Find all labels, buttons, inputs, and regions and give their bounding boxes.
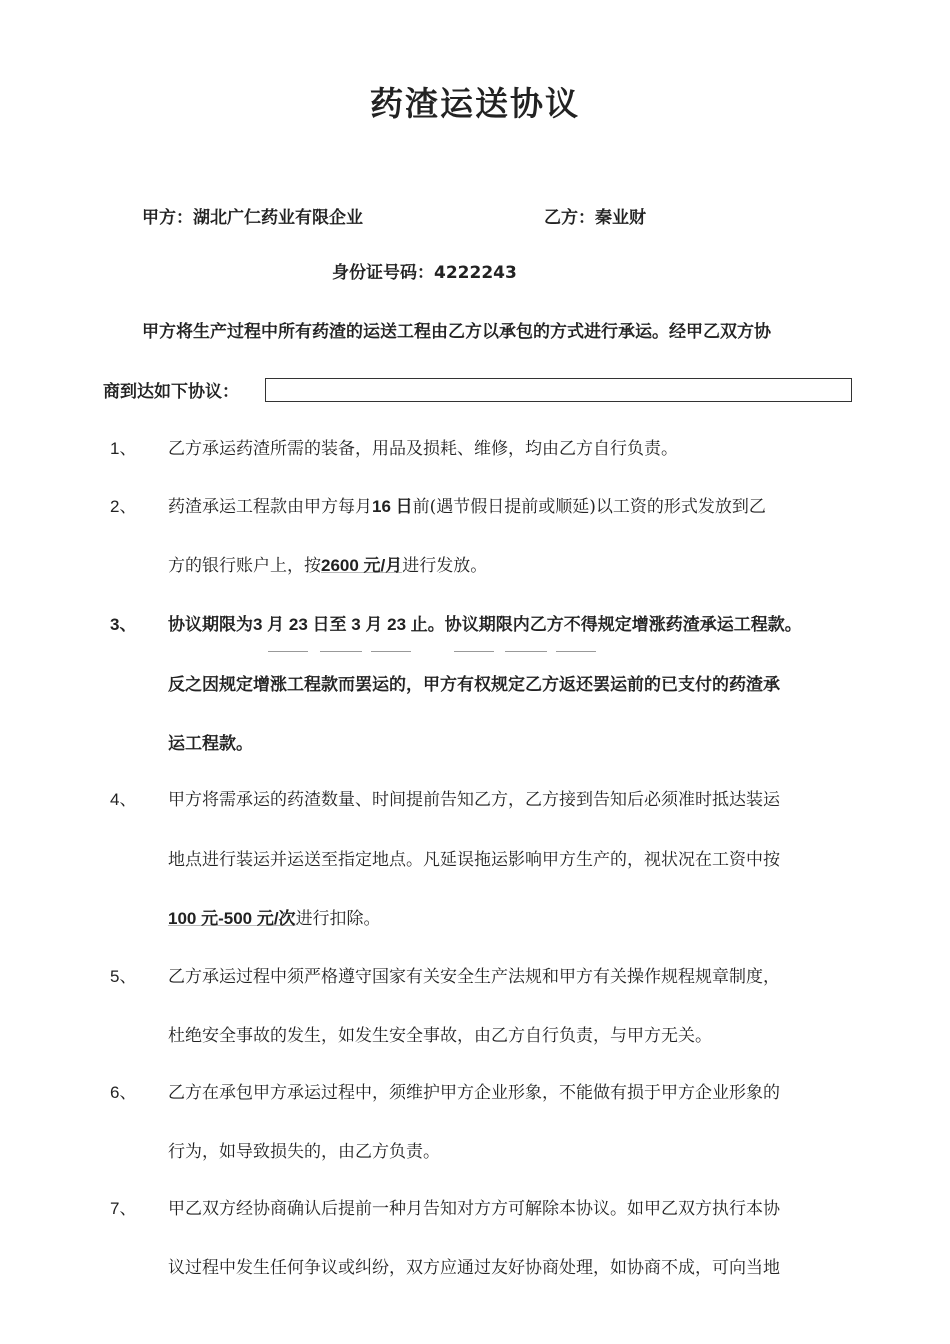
clause-2-line-1: 药渣承运工程款由甲方每月16 日前(遇节假日提前或顺延)以工资的形式发放到乙 (168, 497, 766, 517)
id-number: 身份证号码：4222243 (332, 263, 517, 283)
party-a: 甲方：湖北广仁药业有限企业 (142, 208, 363, 228)
clause-5-line-2: 杜绝安全事故的发生，如发生安全事故，由乙方自行负责，与甲方无关。 (168, 1026, 712, 1046)
clause-7-line-1: 甲乙双方经协商确认后提前一种月告知对方方可解除本协议。如甲乙双方执行本协 (168, 1199, 780, 1219)
clause-3-number: 3、 (110, 615, 137, 634)
clause-1-number: 1、 (110, 439, 137, 458)
clause-5-line-1: 乙方承运过程中须严格遵守国家有关安全生产法规和甲方有关操作规程规章制度， (168, 967, 780, 987)
clause-2-number: 2、 (110, 497, 137, 516)
clause-1-line-1: 乙方承运药渣所需的装备，用品及损耗、维修，均由乙方自行负责。 (168, 439, 678, 459)
clause-3-line-2: 反之因规定增涨工程款而罢运的，甲方有权规定乙方返还罢运前的已支付的药渣承 (168, 675, 780, 694)
party-b: 乙方：秦业财 (544, 208, 646, 228)
clause-6-number: 6、 (110, 1083, 137, 1102)
clause-6-line-2: 行为，如导致损失的，由乙方负责。 (168, 1142, 440, 1162)
intro-line-2: 商到达如下协议： (103, 382, 239, 402)
blank-dash (371, 651, 411, 652)
blank-dash (320, 651, 362, 652)
clause-3-line-1: 协议期限为3 月 23 日至 3 月 23 止。协议期限内乙方不得规定增涨药渣承运工程款。 (168, 615, 802, 634)
clause-7-line-2: 议过程中发生任何争议或纠纷，双方应通过友好协商处理，如协商不成，可向当地 (168, 1258, 780, 1278)
document-title: 药渣运送协议 (370, 84, 580, 123)
blank-fill-field[interactable] (265, 378, 852, 402)
clause-7-number: 7、 (110, 1199, 137, 1218)
clause-4-line-1: 甲方将需承运的药渣数量、时间提前告知乙方，乙方接到告知后必须准时抵达装运 (168, 790, 780, 810)
blank-dash (454, 651, 494, 652)
clause-5-number: 5、 (110, 967, 137, 986)
clause-4-line-2: 地点进行装运并运送至指定地点。凡延误拖运影响甲方生产的，视状况在工资中按 (168, 850, 780, 870)
intro-line-1: 甲方将生产过程中所有药渣的运送工程由乙方以承包的方式进行承运。经甲乙双方协 (142, 322, 771, 342)
blank-dash (268, 651, 308, 652)
blank-dash (505, 651, 547, 652)
clause-6-line-1: 乙方在承包甲方承运过程中，须维护甲方企业形象，不能做有损于甲方企业形象的 (168, 1083, 780, 1103)
clause-2-line-2: 方的银行账户上，按2600 元/月进行发放。 (168, 556, 488, 576)
clause-3-line-3: 运工程款。 (168, 734, 253, 753)
blank-dash (556, 651, 596, 652)
clause-4-line-3: 100 元-500 元/次进行扣除。 (168, 909, 381, 929)
clause-4-number: 4、 (110, 790, 137, 809)
